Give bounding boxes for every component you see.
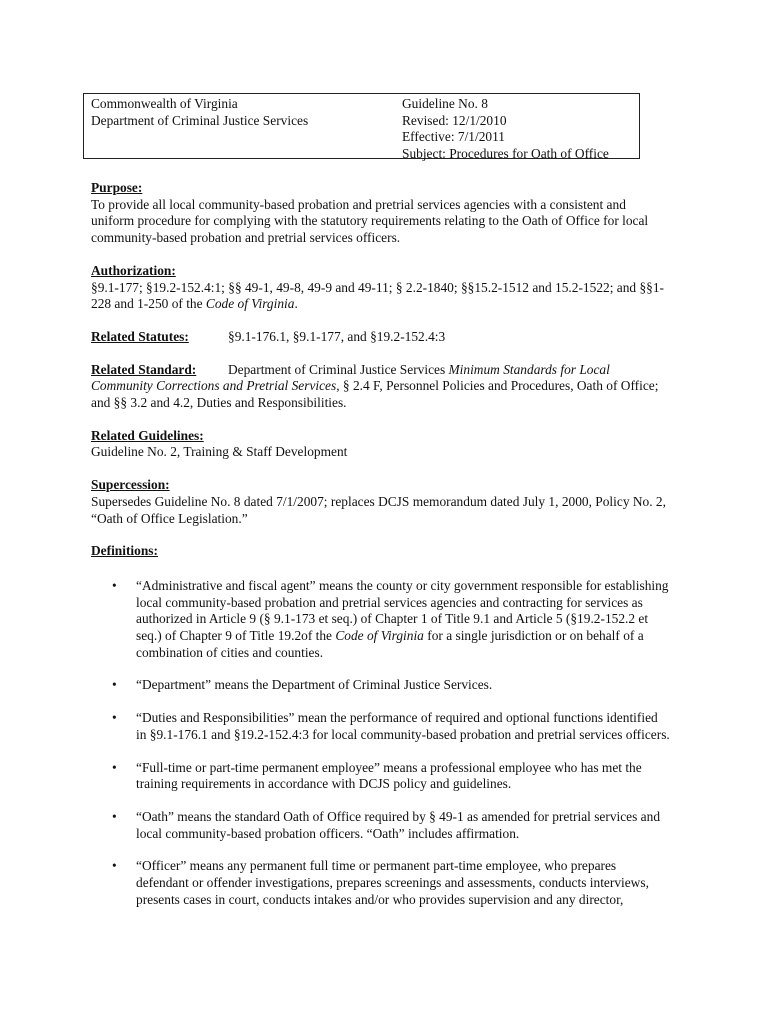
supercession-section [91, 477, 671, 527]
related-guidelines-text: Guideline No. 2, Training & Staff Development [91, 444, 348, 460]
supercession-text: Supersedes Guideline No. 8 dated 7/1/2007; replaces DCJS memorandum dated July 1, 2000, Policy No. 2, “Oath of Office Legislation.” [91, 493, 666, 526]
definition-oath: “Oath” means the standard Oath of Office required by § 49-1 as amended for pretrial services and local community-based probation officers. “Oath” includes affirmation. [136, 808, 661, 841]
supercession-heading: Supercession: [91, 477, 170, 493]
bullet-icon: • [112, 677, 117, 693]
header-box [83, 93, 640, 159]
related-guidelines-section [91, 428, 671, 461]
related-guidelines-heading: Related Guidelines: [91, 427, 204, 443]
related-statutes-heading: Related Statutes: [91, 328, 189, 344]
related-standard-text [91, 362, 671, 412]
header-left [91, 96, 308, 129]
authorization-code-title: Code of Virginia [205, 296, 295, 312]
list-item [91, 677, 671, 694]
list-item [91, 710, 671, 743]
authorization-heading: Authorization: [91, 262, 176, 278]
revised-date: Revised: 12/1/2010 [402, 112, 507, 128]
definitions-section [91, 543, 671, 560]
definitions-list [91, 578, 671, 909]
definition-officer: “Officer” means any permanent full time or permanent part-time employee, who prepares defendant or offender investigations, prepares screenings and assessments, conducts interviews, presents cases in court, conducts intakes and/or who provides supervision and any director, [136, 858, 649, 907]
definition-admin-agent-a: “Administrative and fiscal agent” means the county or city government responsible for establishing local community-based probation and pretrial services agencies and contracting for services as authorized in Article 9 (§ 9.1-173 et seq.) of Chapter 1 of Title 9.1 and Article 5 (§19.2-152.2 et seq.) of Chapter 9 of Title 19.2of the [136, 577, 669, 644]
definition-admin-agent-code: Code of Virginia [335, 628, 424, 644]
purpose-section [91, 180, 671, 247]
bullet-icon: • [112, 577, 117, 593]
related-statutes-text: §9.1-176.1, §9.1-177, and §19.2-152.4:3 [228, 328, 446, 344]
authorization-text-a: §9.1-177; §19.2-152.4:1; §§ 49-1, 49-8, 49-9 and 49-11; § 2.2-1840; §§15.2-1512 and 15.2-1522; and §§1-228 and 1-250 of the [91, 279, 665, 312]
document-body [91, 180, 671, 925]
authorization-text [91, 280, 671, 313]
list-item [91, 858, 671, 908]
authorization-text-b: . [294, 296, 298, 312]
definition-admin-agent-b: for a single jurisdiction or on behalf of a combination of cities and counties. [136, 628, 644, 660]
related-standard-heading: Related Standard: [91, 361, 197, 377]
bullet-icon: • [112, 710, 117, 726]
bullet-icon: • [112, 858, 117, 874]
related-standard-section [91, 362, 671, 412]
related-standard-title: Minimum Standards for Local Community Corrections and Pretrial Services [91, 361, 610, 394]
definition-department: “Department” means the Department of Criminal Justice Services. [136, 677, 493, 693]
related-standard-text-b: , § 2.4 F, Personnel Policies and Procedures, Oath of Office; and §§ 3.2 and 4.2, Duties and Responsibilities. [91, 378, 659, 411]
subject-line: Subject: Procedures for Oath of Office [402, 145, 609, 161]
bullet-icon: • [112, 808, 117, 824]
header-agency: Commonwealth of Virginia [91, 96, 238, 111]
list-item [91, 809, 671, 842]
authorization-section [91, 263, 671, 313]
definitions-heading: Definitions: [91, 543, 158, 559]
header-right [402, 96, 609, 162]
list-item [91, 578, 671, 662]
guideline-number: Guideline No. 8 [402, 96, 488, 111]
related-statutes-section [91, 329, 671, 346]
bullet-icon: • [112, 759, 117, 775]
related-standard-text-a: Department of Criminal Justice Services [228, 361, 449, 377]
effective-date: Effective: 7/1/2011 [402, 129, 506, 144]
list-item [91, 760, 671, 793]
purpose-heading: Purpose: [91, 180, 143, 195]
definition-duties: “Duties and Responsibilities” mean the performance of required and optional functions identified in §9.1-176.1 and §19.2-152.4:3 for local community-based probation and pretrial services officers. [136, 710, 670, 742]
definition-employee: “Full-time or part-time permanent employee” means a professional employee who has met the training requirements in accordance with DCJS policy and guidelines. [136, 759, 642, 792]
purpose-text: To provide all local community-based probation and pretrial services agencies with a consistent and uniform procedure for complying with the statutory requirements relating to the Oath of Office for local community-based probation and pretrial services officers. [91, 196, 649, 246]
header-department: Department of Criminal Justice Services [91, 112, 309, 128]
